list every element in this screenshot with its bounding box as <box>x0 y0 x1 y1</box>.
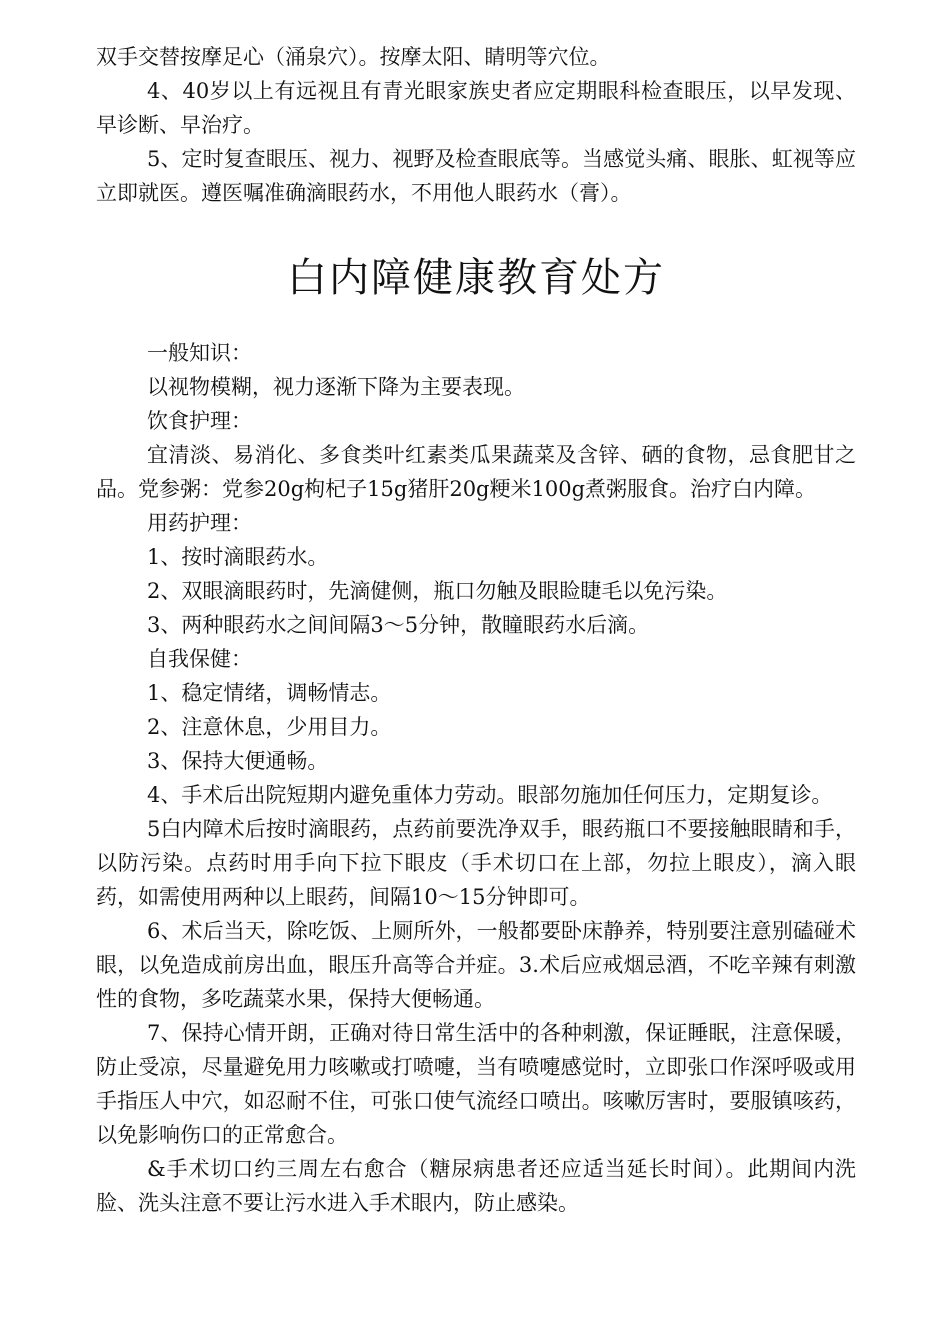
list-item: 2、双眼滴眼药时，先滴健侧，瓶口勿触及眼睑睫毛以免污染。 <box>147 579 728 603</box>
diet-text: 宜清淡、易消化、多食类叶红素类瓜果蔬菜及含锌、硒的食物，忌食肥甘之品。党参粥：党参20g枸杞子15g猪肝20g粳米100g煮粥服食。治疗白内障。 <box>96 443 856 501</box>
list-item: 1、稳定情绪，调畅情志。 <box>147 681 392 705</box>
section-heading-selfcare: 自我保健： <box>147 647 252 671</box>
intro-paragraph-5: 5、定时复查眼压、视力、视野及检查眼底等。当感觉头痛、眼胀、虹视等应立即就医。遵医嘱准确滴眼药水，不用他人眼药水（膏）。 <box>96 147 856 205</box>
selfcare-paragraph-8: &手术切口约三周左右愈合（糖尿病患者还应适当延长时间）。此期间内洗脸、洗头注意不要让污水进入手术眼内，防止感染。 <box>96 1157 856 1215</box>
section-heading-diet: 饮食护理： <box>147 409 252 433</box>
section-heading-general: 一般知识： <box>147 341 252 365</box>
selfcare-paragraph-5: 5白内障术后按时滴眼药，点药前要洗净双手，眼药瓶口不要接触眼睛和手，以防污染。点药时用手向下拉下眼皮（手术切口在上部，勿拉上眼皮），滴入眼药，如需使用两种以上眼药，间隔10〜15分钟即可。 <box>96 817 856 909</box>
list-item: 1、按时滴眼药水。 <box>147 545 329 569</box>
page-title: 白内障健康教育处方 <box>287 255 665 301</box>
document-page <box>96 40 856 1220</box>
section-heading-medication: 用药护理： <box>147 511 252 535</box>
list-item: 2、注意休息，少用目力。 <box>147 715 392 739</box>
selfcare-paragraph-4: 4、手术后出院短期内避免重体力劳动。眼部勿施加任何压力，定期复诊。 <box>147 783 833 807</box>
list-item: 3、保持大便通畅。 <box>147 749 329 773</box>
list-item: 3、两种眼药水之间间隔3〜5分钟，散瞳眼药水后滴。 <box>147 613 650 637</box>
selfcare-paragraph-7: 7、保持心情开朗，正确对待日常生活中的各种刺激，保证睡眠，注意保暖，防止受凉，尽量避免用力咳嗽或打喷嚏，当有喷嚏感觉时，立即张口作深呼吸或用手指压人中穴，如忍耐不住，可张口使气流经口喷出。咳嗽厉害时，要服镇咳药，以免影响伤口的正常愈合。 <box>96 1021 856 1147</box>
intro-paragraph-4: 4、40岁以上有远视且有青光眼家族史者应定期眼科检查眼压，以早发现、早诊断、早治疗。 <box>96 79 856 137</box>
selfcare-paragraph-6: 6、术后当天，除吃饭、上厕所外，一般都要卧床静养，特别要注意别磕碰术眼，以免造成前房出血，眼压升高等合并症。3.术后应戒烟忌酒，不吃辛辣有刺激性的食物，多吃蔬菜水果，保持大便畅通。 <box>96 919 856 1011</box>
general-text: 以视物模糊，视力逐渐下降为主要表现。 <box>147 375 525 399</box>
intro-line: 双手交替按摩足心（涌泉穴）。按摩太阳、睛明等穴位。 <box>96 45 611 69</box>
